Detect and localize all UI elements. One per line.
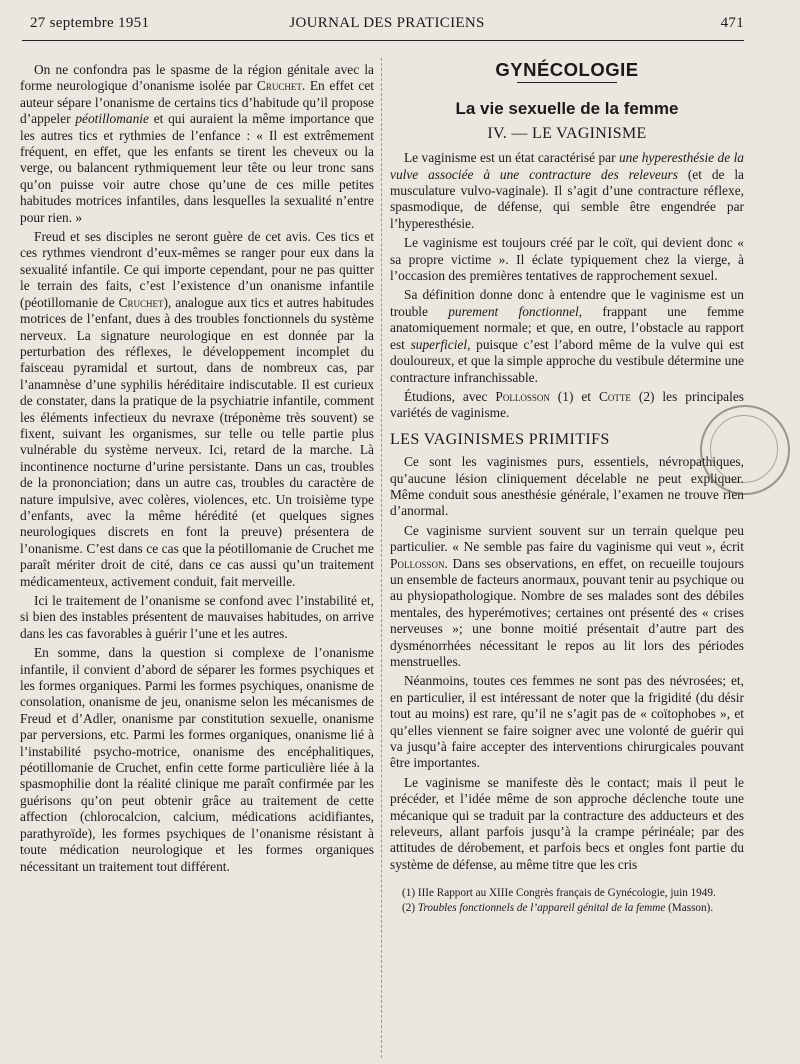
subheading: LES VAGINISMES PRIMITIFS [390,430,610,448]
header-rule [22,40,744,41]
section-rule [517,82,617,83]
author-name: Cotte [598,388,631,404]
right-column [390,59,745,917]
article-title: La vie sexuelle de la femme [455,99,679,119]
paragraph: Le vaginisme est toujours créé par le coït, qui devient donc « sa propre victime ». Il éclate typiquement chez la vierge, à l’occasion des premières tentatives de rapprochement sexuel. [390,235,744,284]
library-stamp [700,405,790,495]
part-title: IV. — LE VAGINISME [487,124,647,142]
paragraph: Freud et ses disciples ne seront guère de cet avis. Ces tics et ces rythmes viendront d’eux-mêmes se ranger pour eux dans la sexualité infantile. Ce qui importe cependant, pour ne pas quitter le terrain des faits, c’est l’existence d’un onanisme infantile (péotillomanie de Cruchet), analogue aux tics et autres habitudes motrices de l’enfant, dues à des troubles fonctionnels du système nerveux. La signature neurologique en est donnée par la perturbation des réflexes, le développement incomplet du faisceau pyramidal et surtout, dans de nombreux cas, par l’anamnèse d’une syphilis héréditaire indiscutable. Il est curieux de constater, dans la pratique de la psychiatrie infantile, comment les éléments infectieux du nevraxe (tréponème très souvent) se fixent, suivant les organismes, sur telle ou telle partie plus vulnérable du système nerveux. Ici, retard de la marche. Là incontinence nocturne d’urine persistante. Dans un cas, troubles de la prononciation; dans un autre cas, troubles du caractère de nature impulsive, avec colères, violences, etc. Un troisième type d’enfants, avec la même hérédité (et quelques signes neurologiques discrets en font la preuve) présentera de l’onanisme. C’est dans ce cas que la péotillomanie de Cruchet me paraît mériter droit de cité, dans ce cas aussi qu’un traitement médicamenteux, activement conduit, fait merveille. [20,229,374,589]
author-name: Pollosson [495,388,550,404]
paragraph: Ici le traitement de l’onanisme se confond avec l’instabilité et, si bien des instables présentent de mauvaises habitudes, on arrive dans les cas favorables à guérir l’une et les autres. [20,593,374,641]
column-divider [381,58,382,1058]
section-title: GYNÉCOLOGIE [495,59,639,80]
term: péotillomanie [75,111,149,127]
paragraph: Le vaginisme se manifeste dès le contact; mais il peut le précéder, et l’idée même de son approche déclenche toute une mécanique qui se traduit par la contracture des adducteurs et des releveurs, allant parfois jusqu’à la crampe périnéale; par des attitudes de dérobement, et parfois becs et ongles font partie du système de défense, au même titre que les cris [390,774,744,872]
footnote-2: (2) Troubles fonctionnels de l’appareil génital de la femme (Masson). [402,902,714,915]
footnotes [390,887,744,915]
running-header [30,15,744,37]
author-name: Cruchet [256,78,302,94]
left-column [20,62,374,878]
paragraph: Le vaginisme est un état caractérisé par une hyperesthésie de la vulve associée à une contracture des releveurs (et de la musculature vulvo-vaginale). Il s’agit d’une contracture réflexe, spasmodique, de défense, qui semble être engendrée par l’hyperesthésie. [390,150,744,231]
paragraph: Néanmoins, toutes ces femmes ne sont pas des névrosées; et, en particulier, il est intéressant de noter que la frigidité (du désir tout au moins) est rare, qu’il ne s’agit pas de « coïtophobes », et qu’elles viennent se faire soigner avec une volonté de guérir qui va jusqu’à faire accepter des interventions chirurgicales pouvant être importantes. [390,673,744,771]
issue-date: 27 septembre 1951 [30,15,150,31]
author-name: Pollosson [390,555,445,571]
paragraph: En somme, dans la question si complexe de l’onanisme infantile, il convient d’abord de séparer les formes psychiques et les formes organiques. Parmi les formes psychiques, onanisme de consolation, onanisme de jeu, onanisme selon les mécanismes de Freud et d’Adler, onanisme par constitution sexuelle, onanisme par perversions, etc. Parmi les formes organiques, onanisme lié à l’instabilité psycho-motrice, onanisme des encéphalitiques, péotillomanie de Cruchet, enfin cette forme particulière liée à la spasmophilie dont la réalité clinique me paraît confirmée par les guérisons qu’on peut obtenir grâce au traitement de cette affection (chlorocalcion, calcium, médications acidifiantes, parathyroïde), les formes psychiques de l’onanisme résistant à toute médication neurologique et les formes organiques nécessitant un traitement tout différent. [20,645,374,874]
paragraph: Étudions, avec Pollosson (1) et Cotte (2) les principales variétés de vaginisme. [390,388,745,421]
paragraph: Sa définition donne donc à entendre que le vaginisme est un trouble purement fonctionnel, frappant une femme anatomiquement normale; et que, en outre, l’obstacle au rapport est superficiel, puisque c’est l’abord même de la vulve qui est douloureux, et que la simple approche du vestibule détermine une contracture infranchissable. [390,287,744,385]
paragraph: Ce vaginisme survient souvent sur un terrain quelque peu particulier. « Ne semble pas faire du vaginisme qui veut », écrit Pollosson. Dans ses observations, en effet, on recueille toujours un ensemble de facteurs anormaux, pouvant tenir au psychique ou au physiopathologique. Nombre de ses malades sont des débiles mentales, des hyperémotives; certaines ont présenté des « crises nerveuses »; une bonne moitié présentait d’autre part des dysménorrhées nécessitant le repos au lit lors des périodes menstruelles. [390,522,744,669]
footnote-1: (1) IIIe Rapport au XIIIe Congrès français de Gynécologie, juin 1949. [402,887,716,900]
paragraph: On ne confondra pas le spasme de la région génitale avec la forme neurologique d’onanisme isolée par Cruchet. En effet cet auteur sépare l’onanisme de certains tics d’habitude qu’il propose d’appeler péotillomanie et qui auraient la même importance que les autres tics et rythmies de l’enfance : « Il est extrêmement fréquent, en effet, que les enfants se tirent les cheveux ou la verge, ou balancent rythmiquement leur tête ou leur tronc sans qu’on puisse voir autre chose qu’une de ces mille petites habitudes motrices infantiles, dans lesquelles la sexualité n’entre pour rien. » [20,62,375,225]
journal-name: JOURNAL DES PRATICIENS [289,15,485,31]
page-number: 471 [720,15,744,31]
paragraph: Ce sont les vaginismes purs, essentiels, névropathiques, qu’aucune lésion cliniquement décelable ne peut expliquer. Même conduit sous anesthésie générale, l’examen ne trouve rien d’anormal. [390,454,744,519]
author-name: Cruchet [118,294,164,310]
